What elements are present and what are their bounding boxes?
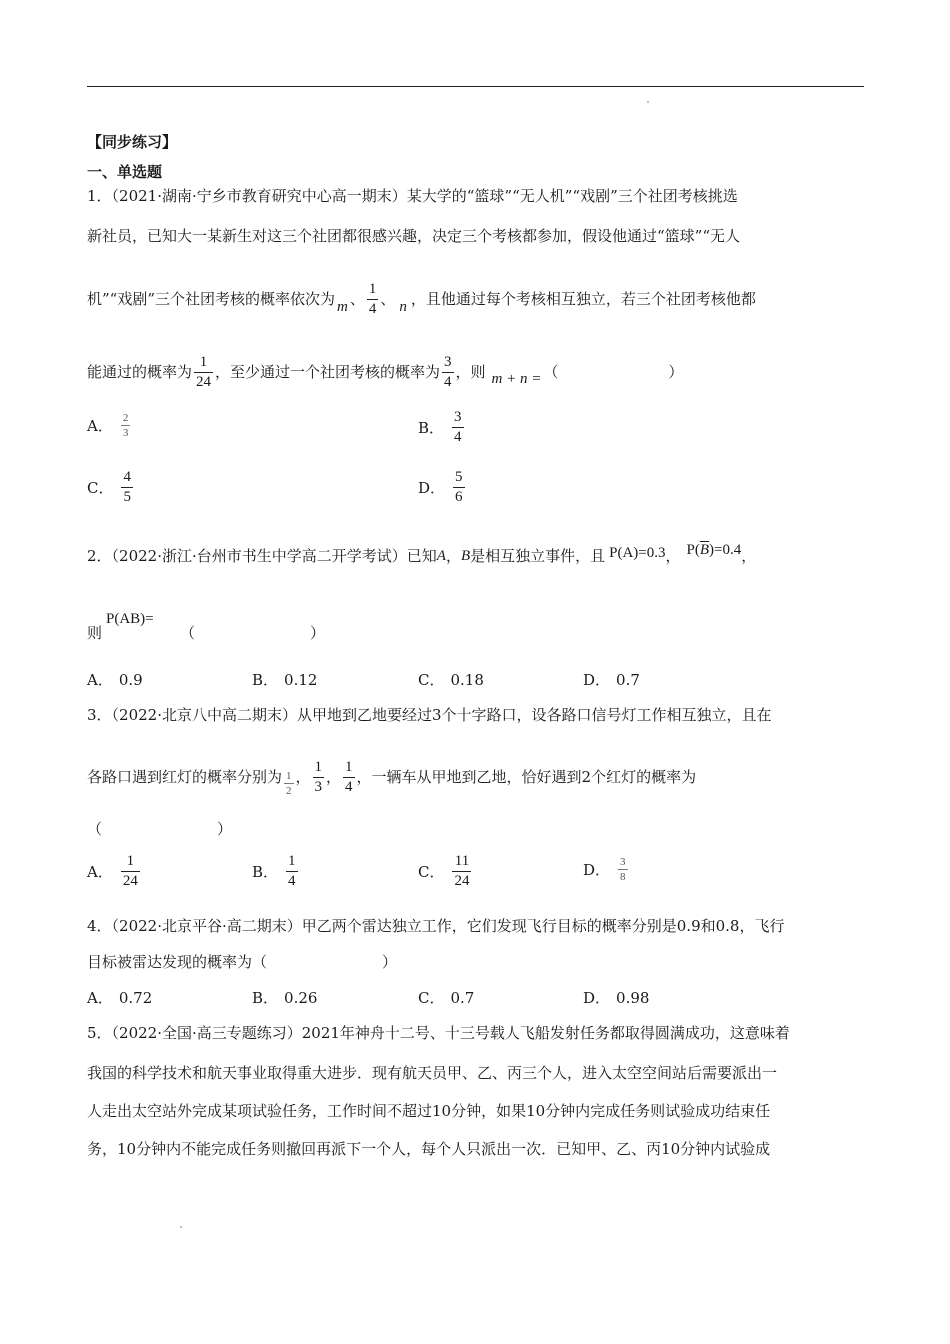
q4-option-d[interactable] — [583, 987, 649, 1008]
q4-option-b-label: B． — [252, 989, 279, 1007]
q5-line2: 我国的科学技术和航天事业取得重大进步．现有航天员甲、乙、丙三个人，进入太空空间站后需要派出一 — [87, 1064, 778, 1082]
q1-line4-mid: ，至少通过一个社团考核的概率为 — [215, 363, 441, 381]
q3-option-d[interactable] — [583, 856, 630, 883]
q1-option-c-num: 4 — [123, 469, 131, 485]
q4-option-b-value: 0.26 — [284, 988, 318, 1007]
q3-line2-rest: ，一辆车从甲地到乙地，恰好遇到2个红灯的概率为 — [356, 768, 697, 786]
q3-option-a-label: A． — [87, 863, 113, 881]
q2-prob-b-var: $\overline{B}$ — [699, 542, 710, 558]
q3-option-d-label: D． — [583, 861, 611, 879]
q2-var-a: A — [436, 548, 446, 564]
q2-comma3: ， — [741, 547, 757, 565]
q1-option-b-label: B． — [418, 419, 445, 437]
q4-option-a-label: A． — [87, 989, 113, 1007]
q3-paren-open: （ — [87, 820, 103, 838]
section-title: 【同步练习】 — [87, 133, 178, 151]
q3-comma2: ， — [326, 768, 342, 786]
q3-paren — [87, 819, 232, 839]
q3-line2-text: 各路口遇到红灯的概率分别为 — [87, 768, 283, 786]
q1-fraction-at-least-one-num: 3 — [444, 353, 452, 370]
q3-option-b-label: B． — [252, 863, 279, 881]
q1-option-c-fraction — [121, 469, 133, 506]
q2-line1-rest: 是相互独立事件，且 — [470, 547, 606, 565]
q3-option-a-fraction — [121, 853, 140, 890]
q2-option-a-value: 0.9 — [118, 670, 143, 689]
q1-expression — [492, 357, 542, 401]
q5-line1: 5．（2022·全国·高三专题练习）2021年神舟十二号、十三号载人飞船发射任务都取得圆满成功，这意味着 — [87, 1024, 790, 1042]
q1-option-a-fraction — [121, 412, 131, 439]
subsection-title: 一、单选题 — [87, 163, 163, 181]
q1-line3-rest: ，且他通过每个考核相互独立，若三个社团考核他都 — [410, 290, 756, 308]
q2-option-a-label: A． — [87, 671, 113, 689]
q2-option-a[interactable] — [87, 669, 143, 690]
q1-fraction-quarter-den: 4 — [368, 300, 377, 317]
q2-prob-b-pre: P( — [686, 542, 700, 558]
q1-option-d[interactable] — [418, 469, 467, 506]
q5-line3: 人走出太空站外完成某项试验任务，工作时间不超过10分钟，如果10分钟内完成任务则试验成功结束任 — [87, 1102, 771, 1120]
q1-line2: 新社员，已知大一某新生对这三个社团都很感兴趣，决定三个考核都参加，假设他通过“篮球”“无人 — [87, 227, 741, 245]
q2-option-b-label: B． — [252, 671, 279, 689]
q1-option-d-den: 6 — [455, 489, 463, 505]
q2-option-d-label: D． — [583, 671, 611, 689]
q3-option-c-label: C． — [418, 863, 445, 881]
q1-fraction-all-pass-den: 24 — [196, 373, 212, 390]
q3-fraction-third-den: 3 — [314, 778, 323, 795]
q4-option-c-value: 0.7 — [450, 988, 475, 1007]
footer-dot — [180, 1226, 182, 1228]
q2-line2 — [87, 623, 325, 643]
q2-option-c[interactable] — [418, 669, 484, 690]
q1-fraction-at-least-one — [442, 354, 454, 391]
q4-line1: 4．（2022·北京平谷·高二期末）甲乙两个雷达独立工作，它们发现飞行目标的概率分别是0.9和0.8，飞行 — [87, 917, 785, 935]
q1-option-b-den: 4 — [454, 429, 462, 445]
q3-option-b-num: 1 — [288, 853, 296, 869]
q1-fraction-quarter-num: 1 — [368, 280, 377, 297]
q1-option-b[interactable] — [418, 409, 466, 446]
q1-sep1: 、 — [349, 290, 365, 308]
q3-fraction-quarter-num: 1 — [345, 758, 353, 775]
q1-line4-then: ，则 — [455, 363, 486, 381]
q2-prob-ab: P(AB)= — [106, 611, 154, 627]
q3-option-b[interactable] — [252, 853, 300, 890]
q3-fraction-quarter — [343, 759, 355, 796]
q1-option-b-num: 3 — [454, 409, 462, 425]
q2-paren-close: ） — [310, 624, 326, 642]
q2-option-b[interactable] — [252, 669, 317, 690]
q4-line2-text: 目标被雷达发现的概率为（ — [87, 953, 268, 971]
q1-fraction-quarter — [367, 281, 379, 318]
q2-comma: ， — [445, 547, 461, 565]
q1-option-c-den: 5 — [123, 489, 131, 505]
q2-paren-open: （ — [180, 624, 196, 642]
q4-paren-gap — [267, 952, 382, 972]
q1-paren-open: （ — [543, 363, 559, 381]
q3-fraction-quarter-den: 4 — [345, 778, 353, 795]
q3-fraction-third-num: 1 — [314, 758, 323, 775]
q3-option-d-fraction — [618, 856, 628, 883]
q3-option-a[interactable] — [87, 853, 142, 890]
q1-line3-text: 机”“戏剧”三个社团考核的概率依次为 — [87, 290, 336, 308]
q4-line2 — [87, 952, 397, 972]
q1-fraction-all-pass — [194, 354, 213, 391]
q3-option-c-den: 24 — [454, 873, 470, 889]
q2-line1-text: 2．（2022·浙江·台州市书生中学高二开学考试）已知 — [87, 547, 437, 565]
q4-option-d-label: D． — [583, 989, 611, 1007]
q3-option-c[interactable] — [418, 853, 473, 890]
q2-line1 — [87, 542, 757, 566]
q4-option-c-label: C． — [418, 989, 445, 1007]
q3-fraction-half — [284, 770, 294, 797]
q3-option-b-fraction — [286, 853, 298, 890]
q3-paren-gap — [102, 819, 217, 839]
q4-option-a[interactable] — [87, 987, 152, 1008]
q3-option-a-num: 1 — [126, 853, 135, 869]
q1-option-a[interactable] — [87, 412, 132, 439]
q1-paren-close: ） — [668, 363, 684, 381]
q4-option-d-value: 0.98 — [616, 988, 650, 1007]
q1-option-d-fraction — [453, 469, 465, 506]
q1-option-a-num: 2 — [122, 412, 129, 424]
q1-line3 — [87, 279, 756, 319]
q1-fraction-all-pass-num: 1 — [199, 353, 208, 370]
q1-option-d-num: 5 — [455, 469, 463, 485]
q2-prob-b-post: )=0.4 — [709, 542, 742, 558]
q3-paren-close: ） — [217, 820, 233, 838]
q3-option-b-den: 4 — [288, 873, 296, 889]
q3-comma1: ， — [295, 768, 311, 786]
q4-option-b[interactable] — [252, 987, 317, 1008]
q2-prob-b-complement — [687, 540, 742, 560]
q1-option-c-label: C． — [87, 479, 114, 497]
q1-option-a-label: A． — [87, 417, 113, 435]
q2-then: 则 — [87, 624, 103, 642]
q3-option-c-num: 11 — [454, 853, 470, 869]
q1-var-m: m — [337, 299, 348, 315]
q1-option-c[interactable] — [87, 469, 135, 506]
q5-line4: 务，10分钟内不能完成任务则撤回再派下一个人，每个人只派出一次．已知甲、乙、丙10分钟内试验成 — [87, 1140, 771, 1158]
q1-option-a-den: 3 — [122, 427, 129, 439]
q3-fraction-third — [313, 759, 325, 796]
q2-var-b: B — [460, 548, 471, 564]
q3-fraction-half-num: 1 — [286, 769, 292, 782]
q2-option-d[interactable] — [583, 669, 640, 690]
q3-option-d-num: 3 — [620, 856, 626, 868]
q2-paren-gap — [195, 623, 310, 643]
q1-var-n: n — [399, 299, 407, 315]
q2-option-c-value: 0.18 — [450, 670, 484, 689]
q3-option-c-fraction — [452, 853, 471, 890]
q2-option-c-label: C． — [418, 671, 445, 689]
q1-option-b-fraction — [452, 409, 464, 446]
q1-line1: 1．（2021·湖南·宁乡市教育研究中心高一期末）某大学的“篮球”“无人机”“戏剧”三个社团考核挑选 — [87, 187, 738, 205]
q1-sep2: 、 — [380, 290, 396, 308]
q2-option-b-value: 0.12 — [284, 670, 318, 689]
q1-expression-text: m + n = — [491, 371, 542, 387]
q2-prob-a: P(A)=0.3 — [609, 545, 666, 561]
q4-paren-close: ） — [382, 953, 398, 971]
q3-fraction-half-den: 2 — [286, 784, 292, 797]
q2-comma2: ， — [665, 547, 681, 565]
header-rule — [87, 86, 864, 87]
q3-option-d-den: 8 — [620, 871, 626, 883]
header-dot — [647, 101, 649, 103]
q3-line1: 3．（2022·北京八中高二期末）从甲地到乙地要经过3个十字路口，设各路口信号灯工作相互独立，且在 — [87, 706, 772, 724]
q1-option-d-label: D． — [418, 479, 446, 497]
q2-option-d-value: 0.7 — [616, 670, 640, 689]
q4-option-a-value: 0.72 — [118, 988, 153, 1007]
q1-fraction-at-least-one-den: 4 — [444, 373, 452, 390]
q1-line4 — [87, 350, 683, 394]
q4-option-c[interactable] — [418, 987, 474, 1008]
q3-line2 — [87, 755, 696, 799]
q3-option-a-den: 24 — [122, 873, 138, 889]
q1-line4-text: 能通过的概率为 — [87, 363, 193, 381]
